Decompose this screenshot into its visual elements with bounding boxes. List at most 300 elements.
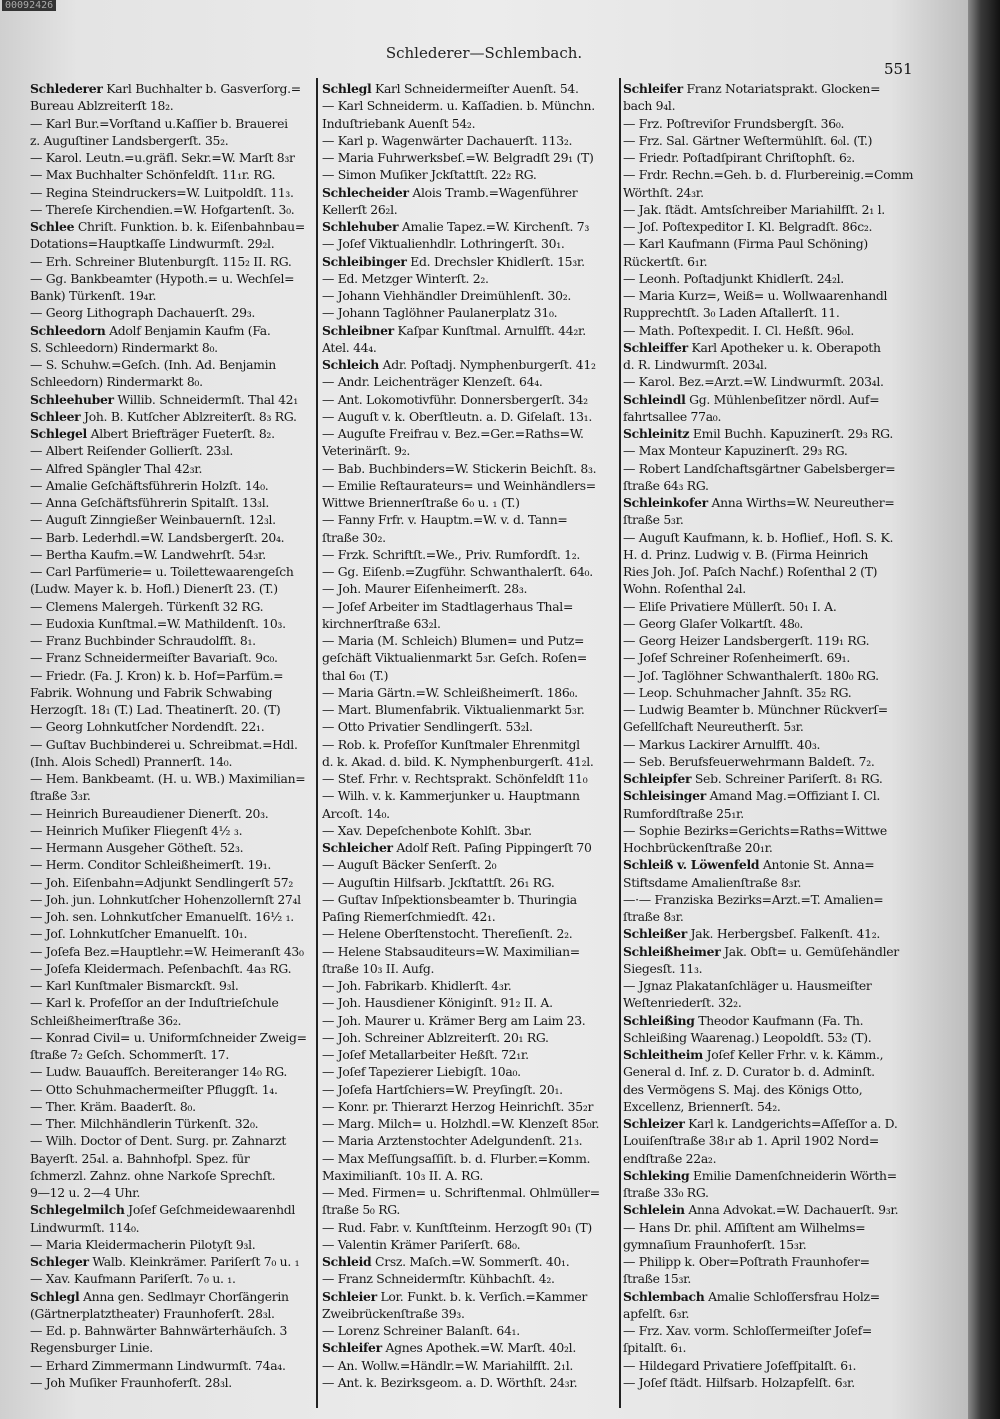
entry-text: Lor. Funkt. b. k. Verſich.=Kammer — [376, 1288, 588, 1304]
entry-text: — Joſef Tapezierer Liebigſt. 10a₀. — [322, 1064, 521, 1080]
directory-entry-line — [322, 529, 617, 546]
entry-text: — Maria Fuhrwerksbeſ.=W. Belgradſt 29₁ (T) — [322, 150, 594, 165]
directory-entry-surname — [30, 1253, 315, 1270]
entry-text: Amalie Tapez.=W. Kirchenſt. 7₃ — [398, 219, 590, 234]
directory-entry-line — [30, 270, 315, 287]
entry-text: — Wilh. Doctor of Dent. Surg. pr. Zahnarzt — [30, 1133, 287, 1149]
entry-text: — Joh. sen. Lohnkutſcher Emanuelſt. 16½ ₁. — [30, 909, 294, 924]
directory-entry-line — [322, 908, 617, 925]
entry-text: — Amalie Geſchäftsführerin Holzſt. 14₀. — [30, 477, 269, 493]
entry-text: — Med. Firmen= u. Schriftenmal. Ohlmüller= — [322, 1185, 600, 1200]
directory-entry-line — [322, 1167, 617, 1184]
directory-entry-line — [30, 753, 315, 770]
entry-text: Theodor Kaufmann (Fa. Th. — [694, 1012, 864, 1028]
surname: Schleißheimer — [623, 943, 721, 959]
page-number: 551 — [884, 60, 913, 78]
entry-text: Induſtriebank Auenſt 54₂. — [322, 115, 476, 131]
entry-text: — Guſtav Inſpektionsbeamter b. Thuringia — [322, 891, 577, 907]
directory-entry-line — [322, 270, 617, 287]
entry-text: — Joſef Viktualienhdlr. Lothringerſt. 30₁. — [322, 236, 565, 252]
directory-entry-line — [30, 1374, 315, 1391]
entry-text: Maximilianſt. 10₃ II. A. RG. — [322, 1167, 483, 1183]
directory-entry-surname — [30, 80, 315, 97]
entry-text: — Ed. p. Bahnwärter Bahnwärterhäuſch. 3 — [30, 1323, 288, 1338]
directory-entry-line — [623, 1236, 943, 1253]
entry-text: — Friedr. (Fa. J. Kron) k. b. Hof=Parfüm.= — [30, 667, 284, 683]
surname: Schleifer — [322, 1340, 382, 1356]
directory-entry-surname — [30, 1288, 315, 1305]
entry-text: Atel. 44₄. — [322, 339, 377, 355]
directory-entry-line — [30, 115, 315, 132]
directory-entry-surname — [30, 1201, 315, 1218]
surname: Schleid — [322, 1254, 372, 1269]
entry-text: Anna Advokat.=W. Dachauerſt. 9₃r. — [684, 1202, 899, 1218]
directory-entry-line — [623, 1132, 943, 1149]
entry-text: ſpitalſt. 6₁. — [623, 1340, 687, 1356]
surname: Schleger — [30, 1254, 89, 1269]
directory-entry-line — [30, 1150, 315, 1167]
surname: Schleifer — [623, 81, 683, 96]
surname: Schleinitz — [623, 426, 690, 441]
directory-entry-line — [322, 546, 617, 563]
directory-entry-line — [623, 1357, 943, 1374]
surname: Schleedorn — [30, 322, 106, 338]
directory-entry-line — [30, 598, 315, 615]
directory-entry-line — [30, 477, 315, 494]
directory-entry-line — [30, 632, 315, 649]
directory-entry-line — [322, 1081, 617, 1098]
entry-text: Karl Apotheker u. k. Oberapoth — [687, 339, 881, 355]
surname: Schlecheider — [322, 184, 409, 200]
directory-entry-line — [623, 132, 943, 149]
directory-entry-line — [623, 1081, 943, 1098]
entry-text: — Auguſtin Hilfsarb. Jckſtattſt. 26₁ RG. — [322, 874, 555, 890]
directory-entry-line — [322, 684, 617, 701]
entry-text: — Xav. Kaufmann Pariſerſt. 7₀ u. ₁. — [30, 1271, 236, 1287]
entry-text: — Ed. Metzger Winterſt. 2₂. — [322, 270, 489, 286]
entry-text: — Wilh. v. k. Kammerjunker u. Hauptmann — [322, 788, 580, 804]
entry-text: Rückertſt. 6₁r. — [623, 253, 708, 269]
directory-entry-line — [322, 856, 617, 873]
directory-entry-surname — [623, 1288, 943, 1305]
directory-entry-line — [30, 1012, 315, 1029]
entry-text: Adr. Poſtadj. Nymphenburgerſt. 41₂ — [378, 357, 596, 372]
column-2 — [322, 80, 617, 1410]
entry-text: — Konr. pr. Thierarzt Herzog Heinrichſt. 35₂r — [322, 1098, 594, 1114]
entry-text: Crsz. Maſch.=W. Sommerſt. 40₁. — [371, 1254, 570, 1269]
directory-entry-line — [30, 615, 315, 632]
book-binding-edge — [968, 0, 1000, 1419]
entry-text: Jak. Herbergsbeſ. Falkenſt. 41₂. — [686, 926, 881, 942]
directory-entry-line — [30, 891, 315, 908]
entry-text: bach 9₄l. — [623, 98, 676, 114]
directory-entry-surname — [322, 1253, 617, 1270]
entry-text: — Seb. Berufsfeuerwehrmann Baldeſt. 7₂. — [623, 753, 875, 769]
directory-entry-surname — [623, 1115, 943, 1132]
entry-text: — Eudoxia Kunſtmal.=W. Mathildenſt. 10₃. — [30, 615, 286, 631]
directory-entry-line — [322, 1063, 617, 1080]
directory-entry-surname — [30, 408, 315, 425]
entry-text: Walb. Kleinkrämer. Pariſerſt 7₀ u. ₁ — [88, 1254, 300, 1269]
directory-entry-line — [623, 839, 943, 856]
directory-entry-line — [30, 1132, 315, 1149]
directory-entry-line — [322, 1132, 617, 1149]
directory-entry-line — [322, 391, 617, 408]
directory-entry-surname — [322, 218, 617, 235]
entry-text: — Robert Landſchaftsgärtner Gabelsberger= — [623, 460, 896, 476]
directory-entry-line — [623, 1253, 943, 1270]
entry-text: — Frdr. Rechn.=Geh. b. d. Flurbereinig.=Comm — [623, 167, 914, 183]
directory-entry-line — [623, 201, 943, 218]
directory-entry-line — [623, 718, 943, 735]
entry-text: — Helene Oberſtenstocht. Thereſienſt. 2₂. — [322, 926, 573, 942]
directory-entry-line — [30, 1219, 315, 1236]
directory-entry-line — [322, 1305, 617, 1322]
surname: Schleier — [322, 1288, 377, 1304]
directory-entry-line — [623, 408, 943, 425]
directory-entry-surname — [623, 425, 943, 442]
entry-text: — Gg. Eiſenb.=Zugführ. Schwanthalerſt. 64₀. — [322, 564, 593, 579]
directory-entry-line — [623, 373, 943, 390]
directory-entry-line — [30, 1063, 315, 1080]
entry-text: — Hermann Ausgeher Götheſt. 52₃. — [30, 840, 244, 855]
entry-text: Gg. Mühlenbeſitzer nördl. Auf= — [685, 391, 880, 407]
column-divider — [316, 78, 318, 1408]
entry-text: — Xav. Depeſchenbote Kohlſt. 3b₄r. — [322, 822, 532, 838]
directory-entry-line — [30, 580, 315, 597]
directory-entry-line — [322, 425, 617, 442]
directory-entry-line — [322, 1236, 617, 1253]
directory-entry-line — [322, 994, 617, 1011]
directory-entry-line — [322, 977, 617, 994]
directory-entry-line — [322, 149, 617, 166]
directory-entry-line — [30, 925, 315, 942]
entry-text: (Gärtnerplatztheater) Fraunhoferſt. 28₃l. — [30, 1305, 275, 1321]
surname: Schlegel — [30, 426, 87, 441]
entry-text: Paſing Riemerſchmiedſt. 42₁. — [322, 909, 496, 924]
directory-entry-line — [322, 891, 617, 908]
directory-entry-line — [30, 373, 315, 390]
entry-text: H. d. Prinz. Ludwig v. B. (Firma Heinrich — [623, 546, 869, 562]
directory-entry-line — [30, 339, 315, 356]
directory-entry-line — [623, 1270, 943, 1287]
entry-text: — Hildegard Privatiere Joſefſpitalſt. 6₁. — [623, 1357, 857, 1373]
directory-entry-line — [30, 563, 315, 580]
directory-entry-line — [322, 1374, 617, 1391]
entry-text: Kaſpar Kunſtmal. Arnulfſt. 44₂r. — [393, 322, 586, 338]
directory-entry-line — [623, 1098, 943, 1115]
directory-entry-line — [30, 166, 315, 183]
entry-text: — Maria Kleidermacherin Pilotyſt 9₃l. — [30, 1236, 256, 1252]
directory-entry-line — [322, 770, 617, 787]
directory-entry-line — [322, 339, 617, 356]
directory-entry-line — [30, 977, 315, 994]
directory-entry-line — [30, 442, 315, 459]
entry-text: — Joſ. Taglöhner Schwanthalerſt. 180₀ RG. — [623, 667, 879, 683]
directory-entry-line — [322, 874, 617, 891]
directory-entry-line — [30, 1115, 315, 1132]
entry-text: — Auguſt Bäcker Senſerſt. 2₀ — [322, 857, 497, 873]
directory-entry-line — [623, 1374, 943, 1391]
directory-entry-line — [623, 97, 943, 114]
entry-text: — Franz Buchbinder Schraudolfſt. 8₁. — [30, 633, 256, 648]
entry-text: (Inh. Alois Schedl) Prannerſt. 14₀. — [30, 753, 233, 769]
entry-text: — Valentin Krämer Pariſerſt. 68₀. — [322, 1236, 521, 1252]
directory-entry-line — [623, 1184, 943, 1201]
entry-text: Jak. Obſt= u. Gemüſehändler — [720, 943, 899, 959]
entry-text: ſtraße 3₃r. — [30, 788, 91, 804]
directory-entry-surname — [623, 494, 943, 511]
directory-entry-line — [322, 1219, 617, 1236]
entry-text: Adolf Benjamin Kaufm (Fa. — [105, 322, 271, 338]
entry-text: ſtraße 30₂. — [322, 529, 386, 545]
directory-entry-line — [30, 1081, 315, 1098]
directory-entry-line — [30, 874, 315, 891]
directory-entry-surname — [623, 391, 943, 408]
entry-text: Schleedorn) Rindermarkt 8₀. — [30, 374, 203, 390]
directory-entry-line — [30, 201, 315, 218]
entry-text: — Barb. Lederhdl.=W. Landsbergerſt. 20₄. — [30, 529, 285, 545]
entry-text: Joſef Keller Frhr. v. k. Kämm., — [702, 1047, 884, 1062]
entry-text: — Maria Gärtn.=W. Schleißheimerſt. 186₀. — [322, 684, 578, 700]
entry-text: Karl Schneidermeiſter Auenſt. 54. — [371, 81, 579, 96]
entry-text: d. R. Lindwurmſt. 203₄l. — [623, 357, 768, 372]
entry-text: —·— Franziska Bezirks=Arzt.=T. Amalien= — [623, 891, 884, 907]
entry-text: — Bertha Kaufm.=W. Landwehrſt. 54₃r. — [30, 546, 266, 562]
entry-text: — Joſef Metallarbeiter Heßſt. 72₁r. — [322, 1047, 529, 1062]
entry-text: (Ludw. Mayer k. b. Hofl.) Dienerſt 23. (T.) — [30, 581, 278, 597]
directory-entry-line — [30, 511, 315, 528]
directory-entry-line — [322, 1029, 617, 1046]
entry-text: kirchnerſtraße 63₂l. — [322, 615, 441, 631]
entry-text: Joh. B. Kutſcher Ablzreiterſt. 8₃ RG. — [80, 408, 297, 424]
directory-entry-line — [30, 1098, 315, 1115]
entry-text: apfelſt. 6₃r. — [623, 1305, 690, 1321]
entry-text: — Math. Poſtexpedit. I. Cl. Heßſt. 96₀l. — [623, 322, 855, 338]
directory-entry-line — [623, 960, 943, 977]
directory-entry-surname — [30, 425, 315, 442]
surname: Schlegelmilch — [30, 1202, 125, 1218]
entry-text: — Carl Parfümerie= u. Toilettewaarengeſch — [30, 564, 294, 579]
directory-entry-surname — [623, 1201, 943, 1218]
directory-entry-line — [30, 253, 315, 270]
entry-text: — Friedr. Poſtadſpirant Chriſtophſt. 6₂. — [623, 150, 855, 165]
entry-text: Ries Joh. Joſ. Paſch Nachf.) Roſenthal 2 (T) — [623, 564, 878, 579]
directory-entry-line — [30, 356, 315, 373]
directory-entry-line — [30, 1046, 315, 1063]
directory-entry-line — [623, 908, 943, 925]
entry-text: Albert Briefträger Fueterſt. 8₂. — [86, 426, 275, 441]
directory-entry-line — [322, 494, 617, 511]
entry-text: Amalie Schloſſersfrau Holz= — [704, 1288, 880, 1304]
entry-text: — Otto Privatier Sendlingerſt. 53₂l. — [322, 719, 533, 735]
entry-text: — Bab. Buchbinders=W. Stickerin Beichſt. 8₃. — [322, 460, 597, 476]
surname: Schlehuber — [322, 219, 399, 234]
directory-entry-line — [30, 287, 315, 304]
directory-entry-surname — [322, 253, 617, 270]
entry-text: — Karl k. Profeſſor an der Induſtrieſchule — [30, 995, 279, 1011]
directory-entry-line — [322, 649, 617, 666]
surname: Schleindl — [623, 391, 686, 407]
directory-entry-line — [623, 304, 943, 321]
entry-text: Geſellſchaft Neureutherſt. 5₃r. — [623, 719, 804, 735]
directory-entry-line — [623, 1305, 943, 1322]
entry-text: Karl k. Landgerichts=Aſſeſſor a. D. — [684, 1116, 898, 1131]
directory-entry-line — [623, 1150, 943, 1167]
surname: Schleiffer — [623, 339, 688, 355]
surname: Schleking — [623, 1167, 690, 1183]
entry-text: — Karol. Bez.=Arzt.=W. Lindwurmſt. 203₄l. — [623, 374, 884, 390]
entry-text: Hochbrückenſtraße 20₁r. — [623, 840, 773, 855]
entry-text: ſtraße 8₃r. — [623, 909, 684, 924]
entry-text: Louiſenſtraße 38₁r ab 1. April 1902 Nord= — [623, 1133, 879, 1149]
scan-id: 00092426 — [2, 0, 56, 11]
entry-text: — Max Buchhalter Schönfeldſt. 11₁r. RG. — [30, 167, 276, 183]
surname: Schlederer — [30, 81, 103, 96]
entry-text: — Joh. Schreiner Ablzreiterſt. 20₁ RG. — [322, 1029, 549, 1045]
entry-text: — Otto Schuhmachermeiſter Pfluggſt. 1₄. — [30, 1081, 278, 1097]
directory-entry-line — [30, 1357, 315, 1374]
directory-entry-line — [30, 1270, 315, 1287]
entry-text: — Max Monteur Kapuzinerſt. 29₃ RG. — [623, 443, 848, 459]
entry-text: Dotations=Hauptkaſſe Lindwurmſt. 29₂l. — [30, 236, 275, 252]
entry-text: Antonie St. Anna= — [759, 857, 875, 873]
directory-entry-line — [322, 753, 617, 770]
running-header: Schlederer—Schlembach. — [385, 44, 583, 62]
entry-text: ſchmerzl. Zahnz. ohne Narkoſe Sprechſt. — [30, 1167, 276, 1183]
entry-text: — An. Wollw.=Händlr.=W. Mariahilfſt. 2₁l. — [322, 1357, 573, 1373]
directory-entry-line — [322, 511, 617, 528]
entry-text: Anna Wirths=W. Neureuther= — [707, 495, 895, 510]
directory-entry-line — [30, 97, 315, 114]
directory-entry-line — [623, 563, 943, 580]
entry-text: — Georg Lohnkutſcher Nordendſt. 22₁. — [30, 719, 265, 735]
entry-text: — Karol. Leutn.=u.gräfl. Sekr.=W. Marſt 8₃r — [30, 150, 295, 165]
directory-entry-line — [322, 563, 617, 580]
entry-text: — Marg. Milch= u. Holzhdl.=W. Klenzeſt 85₀r. — [322, 1116, 600, 1131]
directory-entry-line — [322, 960, 617, 977]
entry-text: — Maria Arztenstochter Adelgundenſt. 21₃. — [322, 1133, 583, 1149]
entry-text: Schleißheimerſtraße 36₂. — [30, 1012, 182, 1028]
directory-entry-line — [623, 1063, 943, 1080]
entry-text: — Regina Steindruckers=W. Luitpoldſt. 11₃. — [30, 184, 294, 200]
entry-text: — Frzk. Schriftſt.=We., Priv. Rumfordſt. 1₂. — [322, 546, 581, 562]
entry-text: — Joh. Maurer u. Krämer Berg am Laim 23. — [322, 1012, 586, 1028]
directory-entry-surname — [623, 787, 943, 804]
entry-text: — Anna Geſchäftsführerin Spitalſt. 13₃l. — [30, 495, 270, 510]
entry-text: — Joh. Fabrikarb. Khidlerſt. 4₃r. — [322, 978, 512, 993]
entry-text: — Helene Stabsauditeurs=W. Maximilian= — [322, 943, 580, 959]
directory-entry-line — [30, 770, 315, 787]
directory-entry-line — [623, 287, 943, 304]
entry-text: Kellerſt 26₂l. — [322, 201, 398, 217]
directory-entry-line — [322, 477, 617, 494]
entry-text: gymnaſium Fraunhoferſt. 15₃r. — [623, 1236, 807, 1252]
directory-entry-line — [30, 529, 315, 546]
entry-text: — Philipp k. Ober=Poſtrath Fraunhofer= — [623, 1254, 870, 1269]
entry-text: Emil Buchh. Kapuzinerſt. 29₃ RG. — [689, 426, 893, 441]
entry-text: — Stef. Frhr. v. Rechtsprakt. Schönfeldſt 11₀ — [322, 771, 588, 786]
entry-text: — Ant. Lokomotivführ. Donnersbergerſt. 34₂ — [322, 391, 588, 407]
entry-text: Regensburger Linie. — [30, 1340, 153, 1356]
directory-entry-line — [623, 701, 943, 718]
directory-entry-line — [623, 805, 943, 822]
entry-text: — Georg Heizer Landsbergerſt. 119₁ RG. — [623, 633, 870, 648]
directory-entry-surname — [322, 1288, 617, 1305]
surname: Schleinkofer — [623, 495, 708, 510]
directory-entry-line — [322, 1115, 617, 1132]
directory-entry-line — [623, 235, 943, 252]
directory-entry-line — [322, 1150, 617, 1167]
entry-text: — Maria Kurz=, Weiß= u. Wollwaarenhandl — [623, 288, 888, 303]
surname: Schleizer — [623, 1116, 685, 1131]
entry-text: — Joſ. Lohnkutſcher Emanuelſt. 10₁. — [30, 926, 248, 942]
entry-text: — Erh. Schreiner Blutenburgſt. 115₂ II. RG. — [30, 253, 292, 269]
directory-entry-line — [30, 943, 315, 960]
entry-text: — Ludw. Bauaufſch. Bereiteranger 14₀ RG. — [30, 1064, 288, 1080]
directory-entry-line — [322, 408, 617, 425]
entry-text: — Konrad Civil= u. Uniformſchneider Zweig= — [30, 1029, 307, 1045]
column-3 — [623, 80, 943, 1410]
directory-entry-surname — [30, 391, 315, 408]
directory-entry-line — [322, 132, 617, 149]
entry-text: — Franz Schneidermeiſter Bavariaſt. 9c₀. — [30, 650, 278, 666]
entry-text: thal 6₀₁ (T.) — [322, 667, 389, 683]
entry-text: — Leop. Schuhmacher Jahnſt. 35₂ RG. — [623, 684, 852, 700]
entry-text: — Thereſe Kirchendien.=W. Hofgartenſt. 3₀. — [30, 201, 295, 217]
entry-text: — Rud. Fabr. v. Kunſtſteinm. Herzogſt 90₁ (T) — [322, 1219, 592, 1235]
directory-entry-line — [322, 718, 617, 735]
entry-text: ſtraße 33₀ RG. — [623, 1185, 709, 1200]
directory-entry-line — [322, 598, 617, 615]
directory-entry-line — [30, 822, 315, 839]
surname: Schleich — [322, 357, 379, 372]
directory-entry-line — [623, 1322, 943, 1339]
surname: Schleehuber — [30, 391, 114, 407]
entry-text: — Joſef Schreiner Roſenheimerſt. 69₁. — [623, 650, 850, 666]
entry-text: General d. Inf. z. D. Curator b. d. Adminſt. — [623, 1064, 875, 1080]
entry-text: — Mart. Blumenfabrik. Viktualienmarkt 5₃r. — [322, 702, 585, 717]
entry-text: — Auguſt Zinngießer Weinbauernſt. 12₃l. — [30, 512, 276, 528]
directory-entry-surname — [623, 339, 943, 356]
directory-entry-line — [322, 287, 617, 304]
surname: Schleitheim — [623, 1047, 703, 1062]
entry-text: — Joh. Hausdiener Königinſt. 91₂ II. A. — [322, 995, 553, 1011]
entry-text: Arcoſt. 14₀. — [322, 805, 390, 821]
entry-text: — Johann Taglöhner Paulanerplatz 31₀. — [322, 305, 558, 321]
entry-text: — Hem. Bankbeamt. (H. u. WB.) Maximilian= — [30, 771, 306, 786]
directory-entry-surname — [322, 184, 617, 201]
directory-entry-line — [30, 546, 315, 563]
surname: Schleibner — [322, 322, 394, 338]
entry-text: Siegesſt. 11₃. — [623, 960, 703, 976]
entry-text: — Joſef ſtädt. Hilfsarb. Holzapfelſt. 6₃r. — [623, 1374, 855, 1390]
surname: Schlegl — [30, 1288, 80, 1304]
directory-entry-line — [30, 701, 315, 718]
entry-text: Wörthſt. 24₃r. — [623, 184, 704, 200]
directory-entry-line — [623, 546, 943, 563]
entry-text: Agnes Apothek.=W. Marſt. 40₂l. — [381, 1340, 576, 1356]
entry-text: — Georg Lithograph Dachauerſt. 29₃. — [30, 305, 255, 321]
directory-entry-line — [623, 1029, 943, 1046]
entry-text: Lindwurmſt. 114₀. — [30, 1219, 140, 1235]
entry-text: fahrtsallee 77a₀. — [623, 408, 722, 424]
directory-entry-surname — [623, 1046, 943, 1063]
directory-entry-line — [623, 477, 943, 494]
entry-text: — Max Meſſungsaſſiſt. b. d. Flurber.=Komm. — [322, 1150, 591, 1166]
directory-entry-line — [322, 166, 617, 183]
entry-text: — Jgnaz Plakatanſchläger u. Hausmeiſter — [623, 978, 872, 993]
